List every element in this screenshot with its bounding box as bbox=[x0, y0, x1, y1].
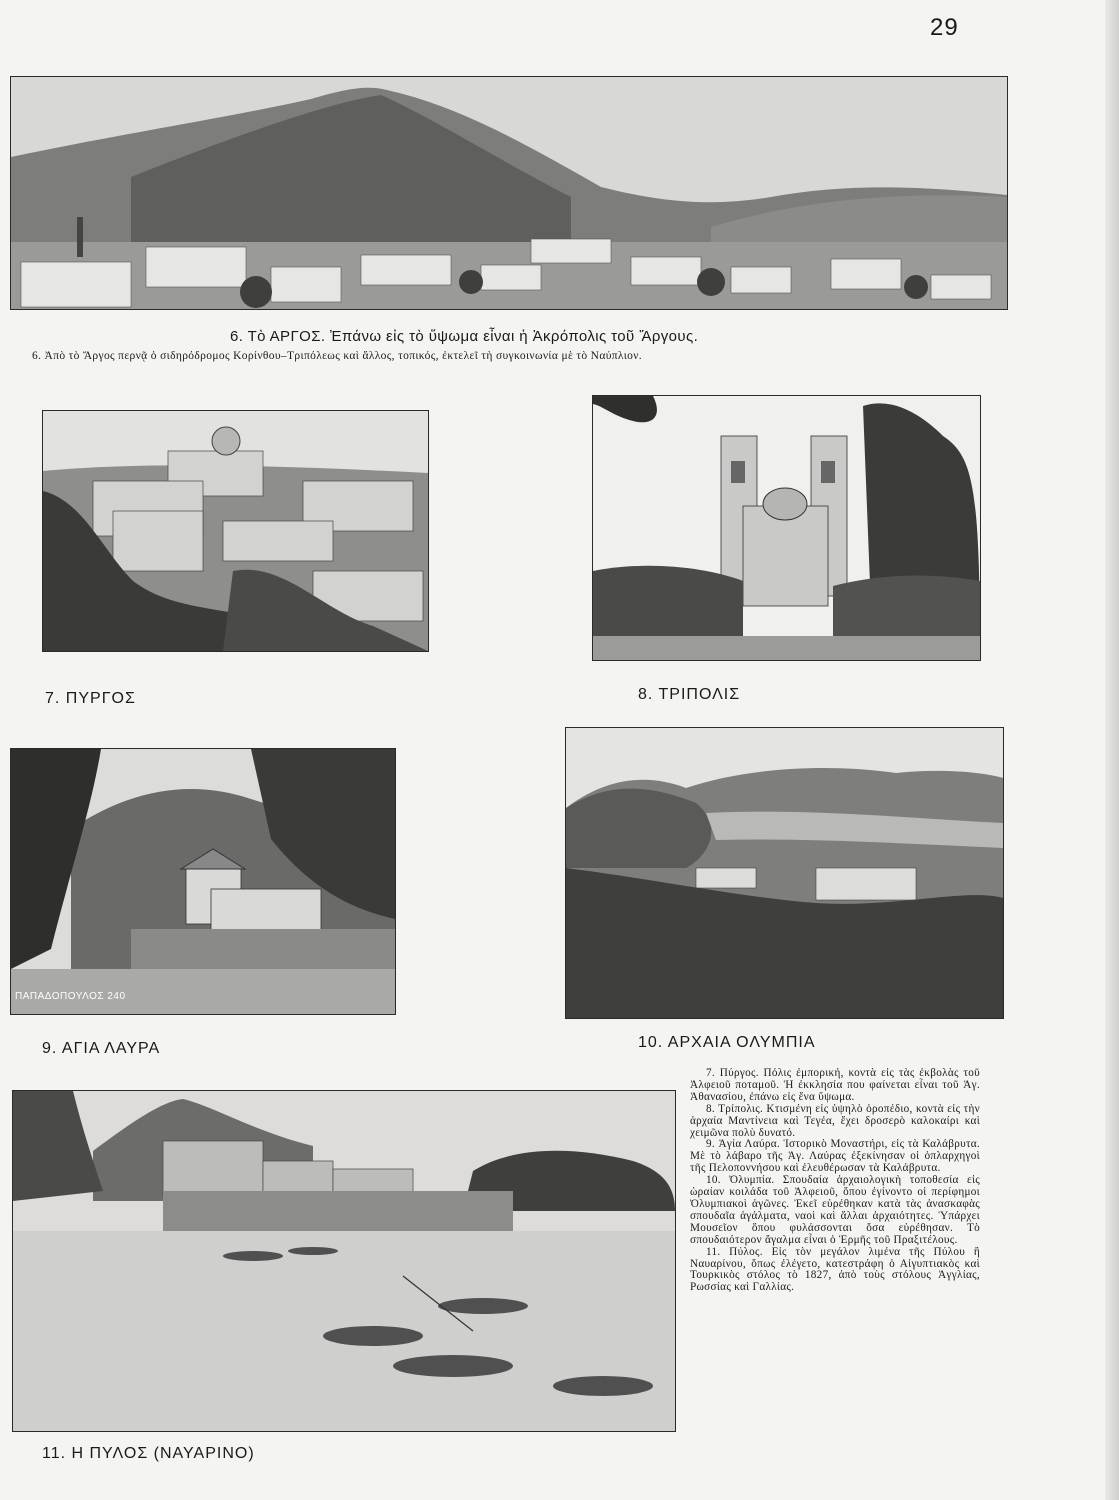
note-pyrgos: 7. Πύργος. Πόλις ἐμπορική, κοντὰ εἰς τὰς ἐκβολὰς τοῦ Ἀλφειοῦ ποταμοῦ. Ἡ ἐκκλησία που φαίνεται εἶναι τοῦ Ἁγ. Ἀθανασίου, ἐπάνω εἰς ἕνα ὕψωμα. bbox=[690, 1067, 980, 1103]
agia-lavra-label: 9. ΑΓΙΑ ΛΑΥΡΑ bbox=[42, 1040, 161, 1057]
olympia-label: 10. ΑΡΧΑΙΑ ΟΛΥΜΠΙΑ bbox=[638, 1034, 816, 1051]
photo-argos bbox=[10, 76, 1008, 310]
photo-agia-lavra bbox=[10, 748, 396, 1015]
pylos-label: 11. Η ΠΥΛΟΣ (ΝΑΥΑΡΙΝΟ) bbox=[42, 1445, 255, 1462]
note-olympia: 10. Ὀλυμπία. Σπουδαία ἀρχαιολογικὴ τοποθεσία εἰς ὡραίαν κοιλάδα τοῦ Ἀλφειοῦ, ὅπου ἐγίνοντο οἱ περίφημοι Ὀλυμπιακοὶ ἀγῶνες. Ἐκεῖ εὑρέθηκαν κατὰ τὰς ἀνασκαφὰς σπουδαῖα ἀγάλματα, ναοὶ καὶ ἄλλαι ἀρχαιότητες. Ὑπάρχει Μουσεῖον ὅπου φυλάσσονται ὅσα εὑρέθησαν. Τὸ σπουδαιότερον ἄγαλμα εἶναι ὁ Ἑρμῆς τοῦ Πραξιτέλους. bbox=[690, 1174, 980, 1246]
page-edge-shadow bbox=[1105, 0, 1119, 1500]
argos-caption-line1: 6. Τὸ ΑΡΓΟΣ. Ἐπάνω εἰς τὸ ὕψωμα εἶναι ἡ Ἀκρόπολις τοῦ Ἄργους. bbox=[230, 328, 699, 345]
photo-tripolis bbox=[592, 395, 981, 661]
note-tripolis: 8. Τρίπολις. Κτισμένη εἰς ὑψηλὸ ὀροπέδιο, κοντὰ εἰς τὴν ἀρχαία Μαντίνεια καὶ Τεγέα, ἔχει δροσερὸ καλοκαίρι καὶ χειμῶνα πολὺ δυνατό. bbox=[690, 1102, 980, 1139]
note-pylos: 11. Πύλος. Εἰς τὸν μεγάλον λιμένα τῆς Πύλου ἢ Ναυαρίνου, ὅπως ἐλέγετο, κατεστράφη ὁ Αἰγυπτιακὸς καὶ Τουρκικὸς στόλος τὸ 1827, ἀπὸ τοὺς στόλους Ἀγγλίας, Ρωσσίας καὶ Γαλλίας. bbox=[690, 1245, 980, 1294]
photo-notes bbox=[690, 1068, 980, 1294]
photo-pyrgos bbox=[42, 410, 429, 652]
argos-caption-line2: 6. Ἀπὸ τὸ Ἄργος περνᾷ ὁ σιδηρόδρομος Κορίνθου–Τριπόλεως καὶ ἄλλος, τοπικός, ἐκτελεῖ τὴ συγκοινωνία μὲ τὸ Ναύπλιον. bbox=[32, 350, 643, 362]
photo-olympia bbox=[565, 727, 1004, 1019]
tripolis-label: 8. ΤΡΙΠΟΛΙΣ bbox=[638, 686, 741, 703]
photo-pylos bbox=[12, 1090, 676, 1432]
agia-lavra-watermark: ΠΑΠΑΔΟΠΟΥΛΟΣ 240 bbox=[15, 991, 126, 1002]
pyrgos-label: 7. ΠΥΡΓΟΣ bbox=[45, 690, 136, 707]
page-number: 29 bbox=[930, 14, 959, 41]
note-agia-lavra: 9. Ἁγία Λαύρα. Ἱστορικὸ Μοναστήρι, εἰς τὰ Καλάβρυτα. Μὲ τὸ λάβαρο τῆς Ἁγ. Λαύρας ἐξεκίνησαν οἱ ὁπλαρχηγοὶ τῆς Πελοποννήσου καὶ ἐλευθέρωσαν τὰ Καλάβρυτα. bbox=[690, 1138, 980, 1175]
